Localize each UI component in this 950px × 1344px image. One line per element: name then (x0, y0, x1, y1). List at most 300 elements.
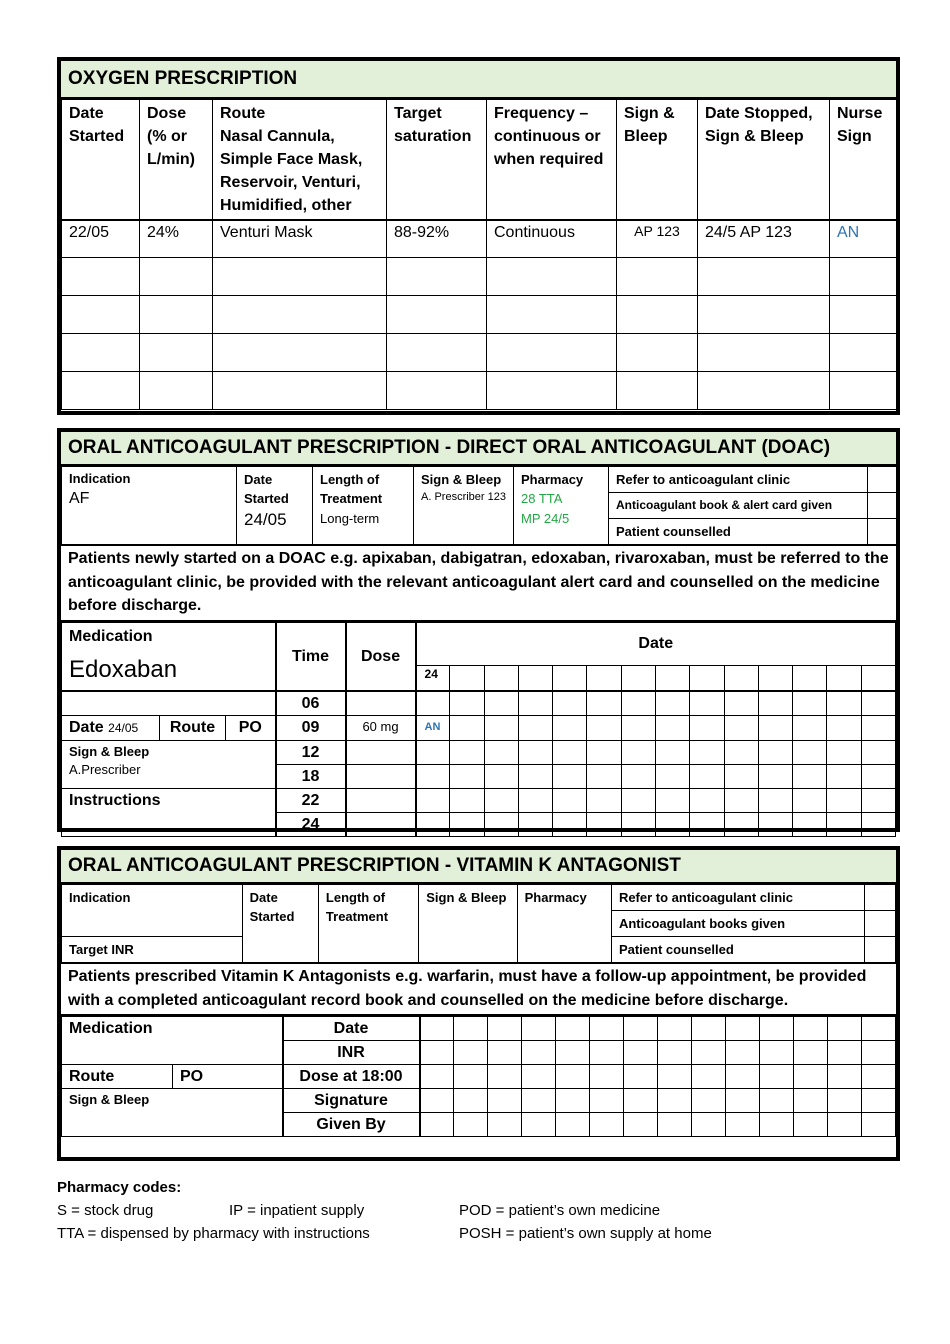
admin-cell[interactable] (518, 691, 552, 716)
cell-stopped[interactable]: 24/5 AP 123 (698, 220, 830, 258)
vka-row-signature: Signature (283, 1089, 420, 1113)
admin-cell[interactable] (587, 764, 621, 788)
alert-card-label: Anticoagulant book & alert card given (609, 493, 868, 519)
vka-cell[interactable] (794, 1017, 828, 1041)
vka-cell[interactable] (454, 1065, 488, 1089)
empty-cell[interactable] (830, 334, 897, 372)
cell-sign[interactable]: AP 123 (617, 220, 698, 258)
empty-cell[interactable] (62, 258, 140, 296)
vka-cell[interactable] (726, 1065, 760, 1089)
admin-cell[interactable] (758, 691, 792, 716)
header-sign-bleep: Sign & Bleep (617, 100, 698, 220)
route-value[interactable]: PO (226, 715, 276, 740)
doac-notice: Patients newly started on a DOAC e.g. apixaban, dabigatran, edoxaban, rivaroxaban, must be referred to the anticoagulant clinic, be provided with the relevant anticoagulant alert card and counselled on the medicine before discharge. (61, 546, 896, 622)
vka-sign-bleep-cell[interactable]: Sign & Bleep (62, 1089, 283, 1137)
admin-cell[interactable] (587, 691, 621, 716)
dose-18[interactable] (346, 764, 416, 788)
vka-cell[interactable] (760, 1041, 794, 1065)
table-row (62, 220, 897, 258)
admin-cell[interactable] (656, 764, 690, 788)
vka-cell[interactable] (556, 1041, 590, 1065)
admin-cell[interactable] (758, 788, 792, 812)
vka-cell[interactable] (556, 1065, 590, 1089)
admin-cell[interactable] (553, 715, 587, 740)
admin-cell[interactable] (484, 788, 518, 812)
cell-target[interactable]: 88-92% (387, 220, 487, 258)
admin-cell[interactable] (690, 691, 724, 716)
medication-cell (62, 622, 276, 691)
vka-cell[interactable] (420, 1041, 454, 1065)
date-column[interactable] (793, 665, 827, 690)
vka-cell[interactable] (658, 1113, 692, 1137)
oxygen-table (61, 99, 897, 410)
cell-dose[interactable]: 24% (140, 220, 213, 258)
admin-cell[interactable] (518, 788, 552, 812)
vka-cell[interactable] (692, 1113, 726, 1137)
route-label: Route (160, 715, 226, 740)
empty-cell[interactable] (387, 258, 487, 296)
empty-cell[interactable] (698, 334, 830, 372)
vka-medication-label[interactable]: Medication (62, 1017, 283, 1065)
vka-title: ORAL ANTICOAGULANT PRESCRIPTION - VITAMIN K ANTAGONIST (61, 850, 896, 884)
vka-cell[interactable] (522, 1041, 556, 1065)
admin-cell[interactable] (621, 715, 655, 740)
pharmacy-supply[interactable]: 28 TTA (521, 491, 563, 506)
date-column[interactable] (724, 665, 758, 690)
admin-cell[interactable] (621, 764, 655, 788)
admin-cell[interactable] (484, 691, 518, 716)
time-header: Time (276, 622, 346, 691)
vka-cell[interactable] (488, 1089, 522, 1113)
code-tta: TTA = dispensed by pharmacy with instructions (57, 1225, 370, 1242)
vka-pharmacy (517, 885, 611, 964)
header-route (213, 100, 387, 220)
admin-cell[interactable] (861, 812, 895, 836)
empty-cell[interactable] (62, 296, 140, 334)
vka-cell[interactable] (658, 1065, 692, 1089)
admin-cell[interactable] (621, 812, 655, 836)
vka-cell[interactable] (760, 1017, 794, 1041)
vka-row-inr: INR (283, 1041, 420, 1065)
empty-cell[interactable] (487, 372, 617, 410)
refer-clinic-label: Refer to anticoagulant clinic (609, 467, 868, 493)
vka-date-started (242, 885, 318, 964)
cell-route[interactable]: Venturi Mask (213, 220, 387, 258)
date-column[interactable] (587, 665, 621, 690)
vka-cell[interactable] (828, 1113, 862, 1137)
vka-cell[interactable] (760, 1089, 794, 1113)
admin-cell[interactable] (553, 740, 587, 764)
vka-cell[interactable] (794, 1113, 828, 1137)
vka-cell[interactable] (828, 1065, 862, 1089)
time-12: 12 (276, 740, 346, 764)
date-started-value[interactable]: 24/05 (244, 510, 287, 529)
vka-length (318, 885, 418, 964)
admin-cell[interactable] (793, 812, 827, 836)
vka-cell[interactable] (454, 1041, 488, 1065)
dose-header: Dose (346, 622, 416, 691)
vka-cell[interactable] (692, 1041, 726, 1065)
vka-cell[interactable] (454, 1113, 488, 1137)
admin-cell[interactable] (518, 764, 552, 788)
vka-counselled-label: Patient counselled (611, 937, 864, 964)
vka-cell[interactable] (794, 1089, 828, 1113)
empty-cell[interactable] (830, 372, 897, 410)
vka-cell[interactable] (794, 1065, 828, 1089)
length-value[interactable]: Long-term (320, 511, 380, 526)
empty-cell[interactable] (213, 258, 387, 296)
date-column[interactable] (450, 665, 484, 690)
admin-cell[interactable] (827, 715, 861, 740)
vka-cell[interactable] (488, 1113, 522, 1137)
vka-route-value[interactable]: PO (173, 1065, 283, 1089)
date-column[interactable] (690, 665, 724, 690)
vka-cell[interactable] (624, 1041, 658, 1065)
header-target-saturation: Target saturation (387, 100, 487, 220)
admin-cell[interactable] (656, 788, 690, 812)
sign-bleep-value[interactable]: A.Prescriber (69, 761, 141, 777)
empty-cell[interactable] (830, 258, 897, 296)
dose-22[interactable] (346, 788, 416, 812)
counselled-checkbox[interactable] (868, 519, 897, 546)
date-column[interactable] (518, 665, 552, 690)
vka-cell[interactable] (590, 1017, 624, 1041)
admin-cell[interactable] (758, 715, 792, 740)
header-route-title: Route (220, 105, 266, 122)
empty-cell[interactable] (698, 296, 830, 334)
date-column[interactable] (656, 665, 690, 690)
vka-cell[interactable] (420, 1113, 454, 1137)
empty-cell[interactable] (387, 334, 487, 372)
vka-cell[interactable] (658, 1017, 692, 1041)
admin-cell[interactable] (861, 788, 895, 812)
dose-06[interactable] (346, 691, 416, 716)
admin-cell[interactable] (450, 812, 484, 836)
vka-cell[interactable] (726, 1041, 760, 1065)
vka-cell[interactable] (454, 1089, 488, 1113)
vka-cell[interactable] (556, 1017, 590, 1041)
refer-clinic-checkbox[interactable] (868, 467, 897, 493)
vka-refer-clinic-label: Refer to anticoagulant clinic (611, 885, 864, 911)
vka-cell[interactable] (590, 1113, 624, 1137)
vka-cell[interactable] (726, 1113, 760, 1137)
admin-cell[interactable] (656, 691, 690, 716)
table-row (62, 258, 897, 296)
vka-cell[interactable] (794, 1041, 828, 1065)
empty-cell[interactable] (213, 334, 387, 372)
date-column[interactable] (861, 665, 895, 690)
vka-cell[interactable] (862, 1041, 896, 1065)
admin-cell[interactable] (793, 764, 827, 788)
length-label: Length of Treatment (320, 472, 383, 506)
admin-cell[interactable] (724, 764, 758, 788)
vka-cell[interactable] (760, 1065, 794, 1089)
vka-cell[interactable] (454, 1017, 488, 1041)
vka-cell[interactable] (522, 1089, 556, 1113)
vka-row-given-by: Given By (283, 1113, 420, 1137)
admin-cell[interactable] (484, 740, 518, 764)
admin-cell[interactable] (518, 812, 552, 836)
vka-cell[interactable] (488, 1065, 522, 1089)
vka-counselled-checkbox[interactable] (864, 937, 895, 964)
date-column[interactable] (827, 665, 861, 690)
empty-cell[interactable] (387, 296, 487, 334)
vka-row-date: Date (283, 1017, 420, 1041)
admin-cell[interactable] (724, 812, 758, 836)
admin-cell[interactable] (827, 740, 861, 764)
vka-cell[interactable] (420, 1089, 454, 1113)
vka-cell[interactable] (488, 1017, 522, 1041)
admin-cell[interactable] (621, 740, 655, 764)
empty-cell[interactable] (140, 296, 213, 334)
header-dose: Dose (% or L/min) (140, 100, 213, 220)
vka-cell[interactable] (420, 1065, 454, 1089)
admin-cell[interactable] (518, 740, 552, 764)
header-date-started: Date Started (62, 100, 140, 220)
empty-cell[interactable] (140, 334, 213, 372)
table-row (62, 334, 897, 372)
admin-cell[interactable] (827, 764, 861, 788)
time-18: 18 (276, 764, 346, 788)
admin-cell[interactable] (518, 715, 552, 740)
vka-route-label: Route (62, 1065, 173, 1089)
empty-cell[interactable] (387, 372, 487, 410)
dose-12[interactable] (346, 740, 416, 764)
vka-cell[interactable] (522, 1065, 556, 1089)
medication-value[interactable]: Edoxaban (69, 655, 178, 683)
dose-09[interactable]: 60 mg (346, 715, 416, 740)
admin-cell[interactable] (416, 764, 450, 788)
empty-cell[interactable] (140, 372, 213, 410)
vka-prescription-section (57, 846, 900, 1161)
admin-cell[interactable] (656, 740, 690, 764)
vka-cell[interactable] (624, 1089, 658, 1113)
instructions-cell[interactable]: Instructions (62, 788, 276, 836)
admin-cell[interactable] (758, 764, 792, 788)
vka-cell[interactable] (522, 1113, 556, 1137)
date-row-label: Date (69, 718, 104, 736)
empty-cell[interactable] (213, 296, 387, 334)
vka-cell[interactable] (658, 1041, 692, 1065)
oxygen-prescription-section (57, 57, 900, 415)
vka-cell[interactable] (556, 1089, 590, 1113)
vka-cell[interactable] (692, 1089, 726, 1113)
admin-cell[interactable] (587, 740, 621, 764)
counselled-label: Patient counselled (609, 519, 868, 546)
vka-cell[interactable] (420, 1017, 454, 1041)
pharmacy-check[interactable]: MP 24/5 (521, 511, 570, 526)
header-nurse-sign: Nurse Sign (830, 100, 897, 220)
admin-cell[interactable] (587, 788, 621, 812)
vka-refer-clinic-checkbox[interactable] (864, 885, 895, 911)
cell-frequency[interactable]: Continuous (487, 220, 617, 258)
vka-length-label: Length of Treatment (325, 890, 389, 924)
admin-cell[interactable] (724, 740, 758, 764)
admin-cell[interactable] (416, 788, 450, 812)
admin-cell[interactable] (758, 740, 792, 764)
alert-card-checkbox[interactable] (868, 493, 897, 519)
vka-cell[interactable] (726, 1017, 760, 1041)
admin-cell[interactable] (758, 812, 792, 836)
empty-cell[interactable] (487, 296, 617, 334)
admin-cell[interactable] (587, 812, 621, 836)
doac-info-table (61, 466, 897, 546)
vka-cell[interactable] (590, 1041, 624, 1065)
admin-cell[interactable] (416, 740, 450, 764)
admin-cell[interactable] (484, 812, 518, 836)
admin-cell[interactable] (450, 788, 484, 812)
vka-sign-bleep-label: Sign & Bleep (426, 890, 507, 905)
date-row-value[interactable]: 24/05 (108, 720, 139, 735)
vka-cell[interactable] (726, 1089, 760, 1113)
vka-sign-bleep (419, 885, 517, 964)
doac-prescription-section (57, 428, 900, 832)
admin-cell[interactable] (861, 691, 895, 716)
empty-cell[interactable] (830, 296, 897, 334)
header-frequency: Frequency – continuous or when required (487, 100, 617, 220)
dose-24[interactable] (346, 812, 416, 836)
pharmacy-codes (57, 1176, 712, 1245)
admin-cell[interactable] (450, 691, 484, 716)
empty-cell[interactable] (617, 334, 698, 372)
admin-cell[interactable] (416, 812, 450, 836)
vka-books-checkbox[interactable] (864, 911, 895, 937)
empty-cell[interactable] (617, 258, 698, 296)
admin-cell[interactable] (553, 812, 587, 836)
admin-cell[interactable] (450, 715, 484, 740)
pharmacy-codes-title: Pharmacy codes: (57, 1179, 182, 1196)
date-column[interactable] (553, 665, 587, 690)
admin-cell[interactable] (724, 788, 758, 812)
vka-cell[interactable] (760, 1113, 794, 1137)
empty-cell[interactable] (617, 296, 698, 334)
vka-cell[interactable] (590, 1089, 624, 1113)
empty-cell[interactable] (140, 258, 213, 296)
admin-cell[interactable] (553, 788, 587, 812)
admin-cell[interactable] (690, 788, 724, 812)
vka-cell[interactable] (624, 1113, 658, 1137)
indication-label: Indication (69, 471, 131, 486)
admin-cell[interactable] (450, 764, 484, 788)
doac-pharmacy (514, 467, 609, 546)
admin-cell[interactable] (690, 740, 724, 764)
vka-cell[interactable] (488, 1041, 522, 1065)
admin-cell[interactable] (861, 715, 895, 740)
vka-cell[interactable] (522, 1017, 556, 1041)
vka-cell[interactable] (590, 1065, 624, 1089)
admin-cell-given[interactable]: AN (416, 715, 450, 740)
indication-value[interactable]: AF (69, 490, 90, 507)
admin-cell[interactable] (861, 764, 895, 788)
admin-cell[interactable] (827, 691, 861, 716)
empty-cell[interactable] (617, 372, 698, 410)
admin-cell[interactable] (827, 812, 861, 836)
admin-cell[interactable] (587, 715, 621, 740)
sign-bleep-label: Sign & Bleep (69, 743, 150, 759)
empty-cell[interactable] (487, 258, 617, 296)
vka-cell[interactable] (862, 1065, 896, 1089)
date-started-label: Date Started (244, 472, 289, 506)
admin-cell[interactable] (690, 764, 724, 788)
admin-cell[interactable] (793, 691, 827, 716)
blank-cell (62, 691, 276, 716)
vka-cell[interactable] (658, 1089, 692, 1113)
vka-cell[interactable] (692, 1065, 726, 1089)
oxygen-title: OXYGEN PRESCRIPTION (61, 61, 896, 99)
vka-cell[interactable] (828, 1089, 862, 1113)
admin-cell[interactable] (484, 715, 518, 740)
date-column-24[interactable]: 24 (416, 665, 450, 690)
vka-date-started-label: Date Started (249, 890, 295, 924)
admin-cell[interactable] (553, 764, 587, 788)
admin-cell[interactable] (690, 715, 724, 740)
time-22: 22 (276, 788, 346, 812)
vka-cell[interactable] (828, 1041, 862, 1065)
table-row (62, 296, 897, 334)
time-09: 09 (276, 715, 346, 740)
admin-cell[interactable] (450, 740, 484, 764)
admin-cell[interactable] (793, 788, 827, 812)
vka-cell[interactable] (862, 1017, 896, 1041)
empty-cell[interactable] (698, 372, 830, 410)
date-header: Date (416, 622, 896, 665)
admin-cell[interactable] (621, 691, 655, 716)
sign-bleep-label: Sign & Bleep (421, 472, 502, 487)
admin-cell[interactable] (553, 691, 587, 716)
sign-bleep-value[interactable]: A. Prescriber 123 (421, 491, 506, 503)
vka-cell[interactable] (828, 1017, 862, 1041)
empty-cell[interactable] (62, 372, 140, 410)
vka-cell[interactable] (556, 1113, 590, 1137)
vka-cell[interactable] (624, 1017, 658, 1041)
vka-cell[interactable] (624, 1065, 658, 1089)
vka-notice: Patients prescribed Vitamin K Antagonists e.g. warfarin, must have a follow-up appointment, be provided with a completed anticoagulant record book and counselled on the medicine before discharge. (61, 964, 896, 1016)
empty-cell[interactable] (487, 334, 617, 372)
vka-indication-label[interactable]: Indication (62, 885, 243, 937)
admin-cell[interactable] (793, 715, 827, 740)
admin-cell[interactable] (656, 812, 690, 836)
cell-date[interactable]: 22/05 (62, 220, 140, 258)
cell-nurse[interactable]: AN (830, 220, 897, 258)
empty-cell[interactable] (698, 258, 830, 296)
header-date-stopped: Date Stopped, Sign & Bleep (698, 100, 830, 220)
code-posh: POSH = patient’s own supply at home (459, 1225, 712, 1242)
admin-cell[interactable] (416, 691, 450, 716)
admin-cell[interactable] (656, 715, 690, 740)
vka-cell[interactable] (692, 1017, 726, 1041)
date-column[interactable] (758, 665, 792, 690)
admin-cell[interactable] (690, 812, 724, 836)
vka-target-inr-label[interactable]: Target INR (62, 937, 243, 964)
empty-cell[interactable] (213, 372, 387, 410)
vka-books-label: Anticoagulant books given (611, 911, 864, 937)
admin-cell[interactable] (827, 788, 861, 812)
admin-cell[interactable] (724, 715, 758, 740)
date-column[interactable] (621, 665, 655, 690)
admin-cell[interactable] (793, 740, 827, 764)
date-column[interactable] (484, 665, 518, 690)
empty-cell[interactable] (62, 334, 140, 372)
admin-cell[interactable] (621, 788, 655, 812)
sign-bleep-cell (62, 740, 276, 788)
vka-cell[interactable] (862, 1089, 896, 1113)
medication-label: Medication (69, 627, 153, 645)
doac-date-started (237, 467, 313, 546)
admin-cell[interactable] (724, 691, 758, 716)
admin-cell[interactable] (861, 740, 895, 764)
vka-cell[interactable] (862, 1113, 896, 1137)
admin-cell[interactable] (484, 764, 518, 788)
